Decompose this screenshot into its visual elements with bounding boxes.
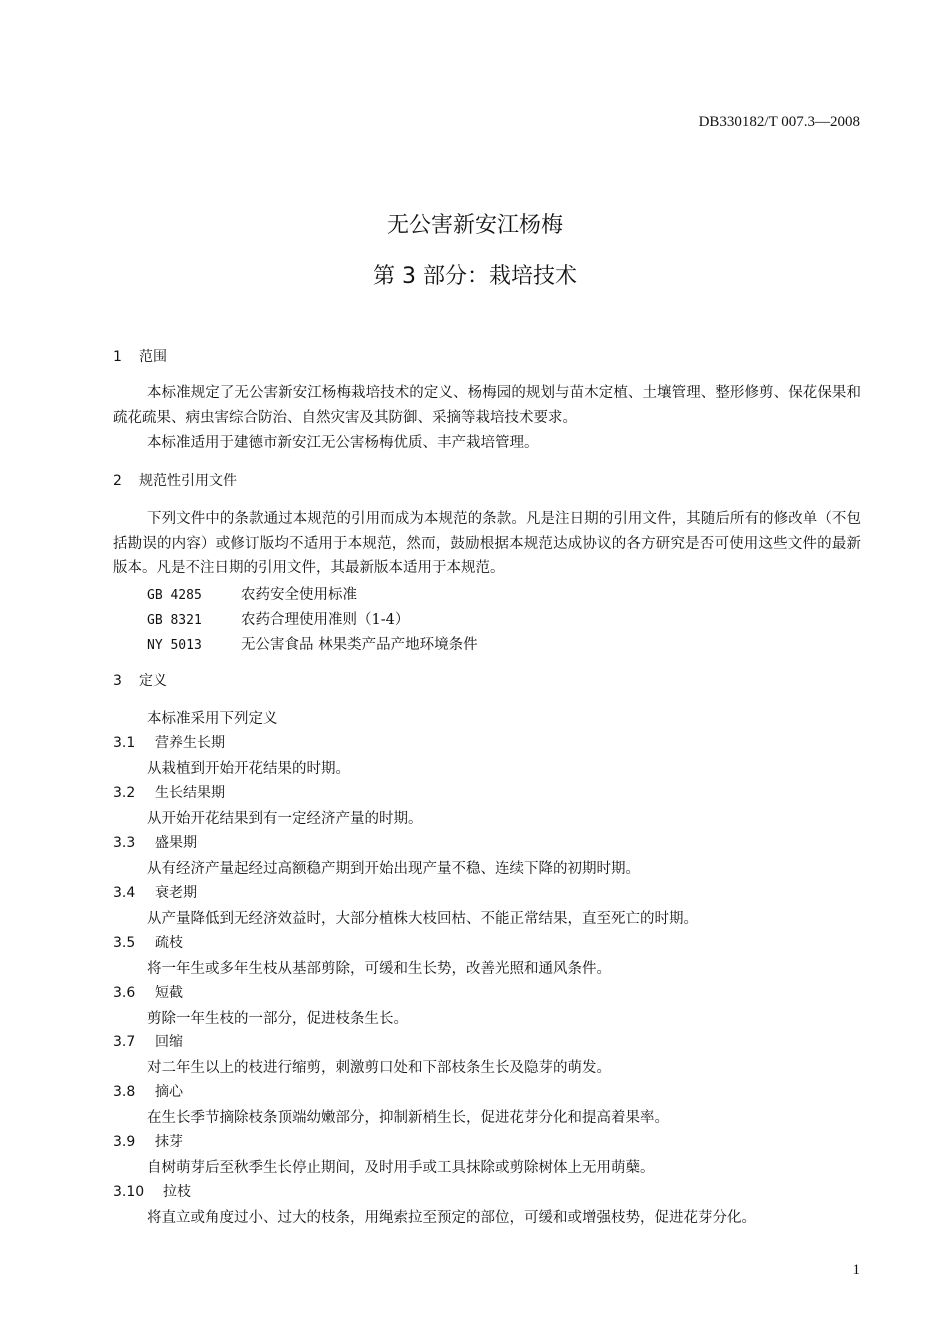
definition-number: 3.10 — [113, 1184, 145, 1200]
definition-heading — [113, 1181, 191, 1201]
definition-term: 营养生长期 — [155, 735, 225, 751]
definition-term: 疏枝 — [155, 935, 183, 951]
section-number: 1 — [113, 349, 122, 365]
definition-term: 盛果期 — [155, 835, 197, 851]
definition-number: 3.9 — [113, 1134, 136, 1150]
reference-name: 农药安全使用标准 — [241, 587, 357, 603]
reference-name: 无公害食品 林果类产品产地环境条件 — [241, 637, 478, 653]
definition-term: 短截 — [155, 985, 183, 1001]
definition-number: 3.4 — [113, 885, 136, 901]
reference-name: 农药合理使用准则（1-4） — [241, 612, 410, 628]
definition-text: 在生长季节摘除枝条顶端幼嫩部分，抑制新梢生长，促进花芽分化和提高着果率。 — [147, 1110, 669, 1126]
document-subtitle: 第 3 部分：栽培技术 — [373, 264, 577, 289]
definition-heading — [113, 932, 183, 952]
reference-item — [147, 633, 478, 654]
definition-text: 从有经济产量起经过高额稳产期到开始出现产量不稳、连续下降的初期时期。 — [147, 861, 640, 877]
definition-term: 回缩 — [155, 1034, 183, 1050]
definition-term: 拉枝 — [163, 1184, 191, 1200]
section-1-paragraph-1: 本标准规定了无公害新安江杨梅栽培技术的定义、杨梅园的规划与苗木定植、土壤管理、整形修剪、保花保果和疏花疏果、病虫害综合防治、自然灾害及其防御、采摘等栽培技术要求。 — [113, 385, 861, 426]
section-title: 定义 — [139, 673, 167, 689]
definition-heading — [113, 882, 197, 902]
definition-heading — [113, 832, 197, 852]
definition-number: 3.2 — [113, 785, 136, 801]
section-3-intro: 本标准采用下列定义 — [147, 711, 278, 727]
section-3-heading — [113, 670, 167, 690]
section-number: 3 — [113, 673, 122, 689]
definition-text: 自树萌芽后至秋季生长停止期间，及时用手或工具抹除或剪除树体上无用萌蘖。 — [147, 1160, 655, 1176]
definition-term: 衰老期 — [155, 885, 197, 901]
section-2-paragraph-1: 下列文件中的条款通过本规范的引用而成为本规范的条款。凡是注日期的引用文件，其随后所有的修改单（不包括勘误的内容）或修订版均不适用于本规范，然而，鼓励根据本规范达成协议的各方研究是否可使用这些文件的最新版本。凡是不注日期的引用文件，其最新版本适用于本规范。 — [113, 511, 861, 576]
reference-code: GB 8321 — [147, 613, 202, 628]
reference-item — [147, 608, 409, 629]
definition-text: 将一年生或多年生枝从基部剪除，可缓和生长势，改善光照和通风条件。 — [147, 961, 611, 977]
definition-text: 从产量降低到无经济效益时，大部分植株大枝回枯、不能正常结果，直至死亡的时期。 — [147, 911, 698, 927]
standard-code: DB330182/T 007.3—2008 — [698, 114, 860, 130]
definition-number: 3.1 — [113, 735, 136, 751]
section-title: 范围 — [139, 349, 167, 365]
definition-term: 生长结果期 — [155, 785, 225, 801]
section-2-heading — [113, 470, 237, 490]
section-title: 规范性引用文件 — [139, 473, 237, 489]
reference-code: NY 5013 — [147, 638, 202, 653]
definition-number: 3.7 — [113, 1034, 136, 1050]
definition-heading — [113, 732, 225, 752]
definition-heading — [113, 1081, 183, 1101]
reference-item — [147, 583, 357, 604]
definition-text: 对二年生以上的枝进行缩剪，刺激剪口处和下部枝条生长及隐芽的萌发。 — [147, 1060, 611, 1076]
reference-code: GB 4285 — [147, 588, 202, 603]
definition-text: 剪除一年生枝的一部分，促进枝条生长。 — [147, 1011, 408, 1027]
section-1-paragraph-2: 本标准适用于建德市新安江无公害杨梅优质、丰产栽培管理。 — [147, 435, 539, 451]
definition-text: 将直立或角度过小、过大的枝条，用绳索拉至预定的部位，可缓和或增强枝势，促进花芽分化。 — [147, 1210, 756, 1226]
definition-number: 3.6 — [113, 985, 136, 1001]
section-number: 2 — [113, 473, 122, 489]
definition-number: 3.5 — [113, 935, 136, 951]
definition-heading — [113, 782, 225, 802]
definition-term: 摘心 — [155, 1084, 183, 1100]
definition-text: 从开始开花结果到有一定经济产量的时期。 — [147, 811, 423, 827]
definition-heading — [113, 1031, 183, 1051]
page-number: 1 — [852, 1262, 860, 1278]
section-1-heading — [113, 346, 167, 366]
definition-heading — [113, 1131, 183, 1151]
document-title: 无公害新安江杨梅 — [386, 213, 563, 238]
definition-number: 3.8 — [113, 1084, 136, 1100]
definition-heading — [113, 982, 183, 1002]
definition-term: 抹芽 — [155, 1134, 183, 1150]
definition-number: 3.3 — [113, 835, 136, 851]
definition-text: 从栽植到开始开花结果的时期。 — [147, 761, 350, 777]
